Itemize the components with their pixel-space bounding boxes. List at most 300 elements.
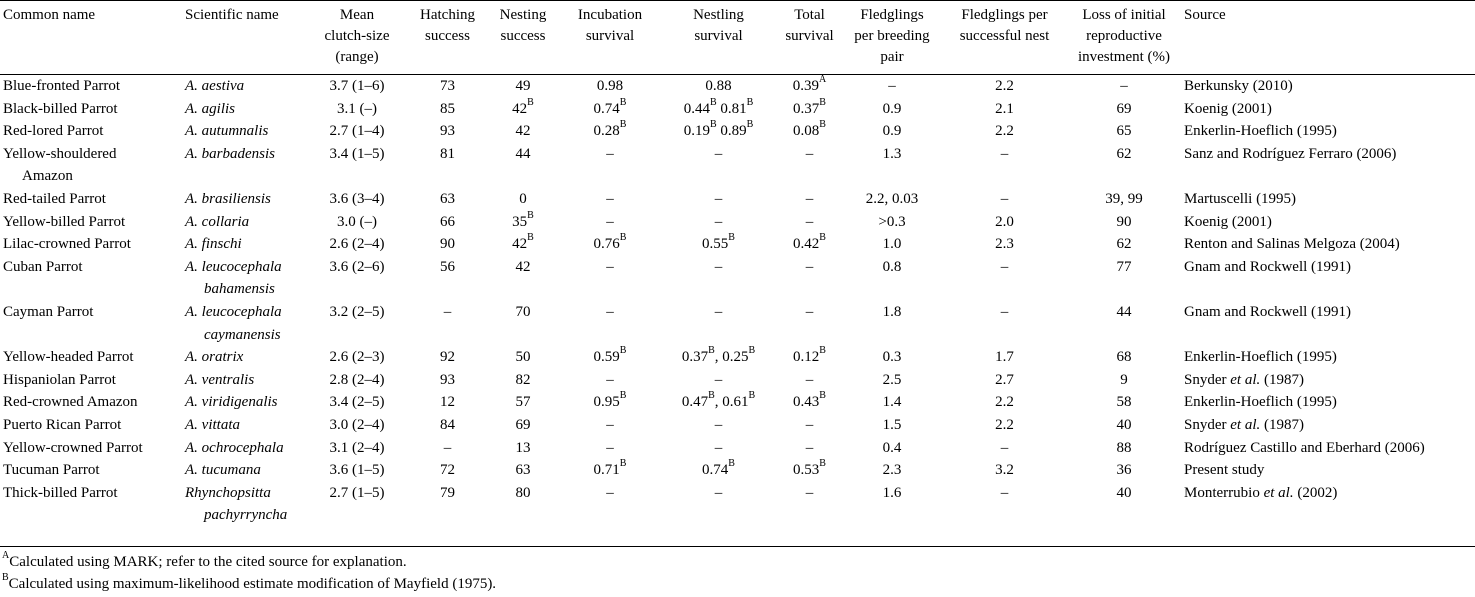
footnote-marker: B: [527, 209, 534, 221]
table-row: [0, 233, 1475, 256]
fledglings-per-pair-cell: [842, 98, 942, 121]
scientific-name-cell: [182, 120, 305, 143]
header-loss-investment: [1067, 1, 1181, 75]
header-line: survival: [694, 28, 743, 44]
cell-text: –: [888, 78, 896, 94]
cell-text: 1.0: [882, 236, 902, 253]
fledglings-per-pair-cell: [842, 459, 942, 482]
fledglings-per-nest-cell: [942, 233, 1067, 256]
scientific-name-cell: [182, 98, 305, 121]
table-row: [0, 211, 1475, 234]
footnote-marker: B: [748, 390, 756, 402]
cell-text: 0.9: [882, 100, 902, 117]
nesting-success-cell: [486, 120, 560, 143]
cell-text: Koenig (2001): [1184, 213, 1272, 230]
cell-text: 0.9: [882, 123, 902, 140]
header-line: Scientific name: [185, 7, 279, 23]
scientific-name-cell: [182, 301, 305, 346]
cell-text: 65: [1116, 123, 1132, 140]
cell-text: 3.6 (3–4): [329, 190, 385, 207]
common-name-text: Black-billed Parrot: [3, 100, 118, 117]
cell-text: –: [714, 213, 723, 230]
common-name-text: Cayman Parrot: [3, 303, 94, 320]
header-line: successful nest: [959, 28, 1050, 44]
scientific-name-text: bahamensis: [204, 281, 275, 298]
source-cell: [1181, 369, 1475, 392]
loss-investment-cell: [1067, 346, 1181, 369]
source-et-al: et al.: [1226, 371, 1261, 388]
common-name-cell: [0, 346, 182, 369]
cell-text: 72: [440, 462, 455, 479]
clutch-size-cell: [305, 233, 409, 256]
footnote-marker: A: [2, 550, 10, 561]
hatching-success-cell: [409, 369, 486, 392]
cell-text: 92: [440, 349, 455, 366]
total-survival-cell: [777, 256, 842, 301]
cell-text: 69: [515, 416, 531, 433]
scientific-name-cell: [182, 459, 305, 482]
footnote-marker: B: [619, 96, 627, 108]
cell-text: Rodríguez Castillo and Eberhard (2006): [1184, 439, 1425, 456]
incubation-survival-cell: [560, 98, 660, 121]
fledglings-per-nest-cell: [942, 301, 1067, 346]
nesting-success-cell: [486, 75, 560, 98]
loss-investment-cell: [1067, 414, 1181, 437]
header-line: reproductive: [1086, 28, 1162, 44]
footnote-marker: B: [619, 458, 627, 470]
common-name-cell: [0, 437, 182, 460]
hatching-success-cell: [409, 120, 486, 143]
footnote: [0, 551, 1475, 573]
cell-text: (2002): [1293, 484, 1338, 501]
hatching-success-cell: [409, 211, 486, 234]
cell-text: –: [1000, 190, 1009, 207]
nestling-survival-cell: [660, 346, 777, 369]
source-cell: [1181, 120, 1475, 143]
footnote-marker: B: [746, 96, 754, 108]
cell-text: 0.88: [705, 78, 732, 94]
header-nestling-survival: [660, 1, 777, 75]
cell-text: , 0.25: [714, 349, 749, 366]
incubation-survival-cell: [560, 482, 660, 533]
fledglings-per-nest-cell: [942, 391, 1067, 414]
hatching-success-cell: [409, 233, 486, 256]
cell-text: Enkerlin-Hoeflich (1995): [1184, 394, 1337, 411]
header-line: Total: [794, 7, 825, 23]
cell-text: 0.42: [793, 236, 820, 253]
hatching-success-cell: [409, 414, 486, 437]
cell-text: 57: [515, 394, 531, 411]
common-name-text: Tucuman Parrot: [3, 462, 100, 479]
scientific-name-text: A. oratrix: [185, 349, 244, 366]
cell-text: 42: [512, 100, 528, 117]
cell-text: 1.3: [882, 145, 902, 162]
cell-text: 3.2 (2–5): [329, 303, 385, 320]
cell-text: –: [714, 439, 723, 456]
cell-text: 90: [1116, 213, 1132, 230]
cell-text: –: [1000, 303, 1009, 320]
footnote-marker: B: [708, 345, 715, 357]
source-et-al: et al.: [1226, 416, 1261, 433]
cell-text: –: [606, 145, 614, 162]
footnote-marker: B: [619, 390, 627, 402]
cell-text: –: [606, 190, 614, 207]
cell-text: –: [606, 213, 614, 230]
incubation-survival-cell: [560, 211, 660, 234]
common-name-text: Cuban Parrot: [3, 258, 83, 275]
cell-text: 9: [1120, 371, 1128, 388]
common-name-text: Blue-fronted Parrot: [3, 78, 121, 94]
incubation-survival-cell: [560, 414, 660, 437]
source-cell: [1181, 75, 1475, 98]
cell-text: 2.3: [995, 236, 1014, 253]
scientific-name-cell: [182, 391, 305, 414]
fledglings-per-pair-cell: [842, 369, 942, 392]
cell-text: 44: [1116, 303, 1132, 320]
cell-text: –: [805, 484, 814, 501]
table-row: [0, 256, 1475, 301]
common-name-text: Puerto Rican Parrot: [3, 416, 122, 433]
cell-text: >0.3: [878, 213, 906, 230]
header-line: Source: [1184, 7, 1226, 23]
cell-text: –: [805, 258, 814, 275]
table-row: [0, 75, 1475, 98]
cell-text: 1.6: [882, 484, 902, 501]
cell-text: 2.5: [882, 371, 902, 388]
cell-text: 3.6 (2–6): [329, 258, 385, 275]
clutch-size-cell: [305, 143, 409, 188]
source-cell: [1181, 301, 1475, 346]
cell-text: 0.98: [596, 78, 624, 94]
cell-text: Present study: [1184, 462, 1265, 479]
incubation-survival-cell: [560, 256, 660, 301]
cell-text: –: [714, 303, 723, 320]
cell-text: 12: [440, 394, 455, 411]
footnote-marker: B: [709, 119, 717, 131]
hatching-success-cell: [409, 482, 486, 533]
common-name-text: Thick-billed Parrot: [3, 484, 118, 501]
fledglings-per-nest-cell: [942, 98, 1067, 121]
source-cell: [1181, 233, 1475, 256]
incubation-survival-cell: [560, 437, 660, 460]
cell-text: 0.19: [683, 123, 710, 140]
footnote-marker: B: [527, 232, 534, 244]
table-row: [0, 414, 1475, 437]
cell-text: , 0.61: [714, 394, 749, 411]
cell-text: 0.81: [716, 100, 747, 117]
nesting-success-cell: [486, 369, 560, 392]
nestling-survival-cell: [660, 414, 777, 437]
cell-text: Gnam and Rockwell (1991): [1184, 258, 1352, 275]
scientific-name-cell: [182, 143, 305, 188]
header-line: Common name: [3, 7, 96, 23]
footnote-marker: B: [2, 572, 9, 583]
header-line: Nesting: [499, 7, 547, 23]
cell-text: 0.08: [793, 123, 820, 140]
total-survival-cell: [777, 188, 842, 211]
cell-text: 44: [515, 145, 531, 162]
common-name-cell: [0, 482, 182, 533]
header-fledglings-per-nest: [942, 1, 1067, 75]
cell-text: 3.1 (–): [337, 100, 377, 117]
source-cell: [1181, 211, 1475, 234]
hatching-success-cell: [409, 98, 486, 121]
scientific-name-text: A. autumnalis: [185, 123, 269, 140]
fledglings-per-pair-cell: [842, 188, 942, 211]
total-survival-cell: [777, 98, 842, 121]
nestling-survival-cell: [660, 437, 777, 460]
cell-text: Monterrubio: [1184, 484, 1260, 501]
loss-investment-cell: [1067, 256, 1181, 301]
header-line: Nestling: [693, 7, 744, 23]
nesting-success-cell: [486, 211, 560, 234]
loss-investment-cell: [1067, 437, 1181, 460]
clutch-size-cell: [305, 459, 409, 482]
clutch-size-cell: [305, 256, 409, 301]
header-line: success: [425, 28, 470, 44]
fledglings-per-nest-cell: [942, 143, 1067, 188]
nestling-survival-cell: [660, 256, 777, 301]
cell-text: –: [714, 371, 723, 388]
cell-text: 40: [1116, 416, 1132, 433]
hatching-success-cell: [409, 391, 486, 414]
header-line: investment (%): [1077, 49, 1171, 65]
cell-text: 2.8 (2–4): [329, 371, 385, 388]
cell-text: 93: [440, 371, 455, 388]
table-row: [0, 391, 1475, 414]
source-cell: [1181, 459, 1475, 482]
nestling-survival-cell: [660, 75, 777, 98]
total-survival-cell: [777, 233, 842, 256]
fledglings-per-nest-cell: [942, 369, 1067, 392]
header-line: (range): [335, 49, 379, 65]
cell-text: 73: [440, 78, 455, 94]
source-cell: [1181, 256, 1475, 301]
cell-text: 2.6 (2–3): [329, 349, 385, 366]
cell-text: 2.0: [995, 213, 1014, 230]
incubation-survival-cell: [560, 75, 660, 98]
nesting-success-cell: [486, 301, 560, 346]
common-name-cell: [0, 75, 182, 98]
cell-text: 50: [515, 349, 531, 366]
cell-text: Sanz and Rodríguez Ferraro (2006): [1184, 145, 1397, 162]
footnote-marker: B: [819, 458, 826, 470]
loss-investment-cell: [1067, 482, 1181, 533]
cell-text: 2.2: [995, 416, 1014, 433]
total-survival-cell: [777, 120, 842, 143]
cell-text: Martuscelli (1995): [1184, 190, 1297, 207]
common-name-cell: [0, 369, 182, 392]
hatching-success-cell: [409, 346, 486, 369]
cell-text: Enkerlin-Hoeflich (1995): [1184, 349, 1337, 366]
common-name-cell: [0, 301, 182, 346]
cell-text: –: [805, 213, 814, 230]
clutch-size-cell: [305, 414, 409, 437]
scientific-name-text: A. finschi: [185, 236, 242, 253]
clutch-size-cell: [305, 369, 409, 392]
fledglings-per-nest-cell: [942, 120, 1067, 143]
incubation-survival-cell: [560, 120, 660, 143]
cell-text: 2.2: [995, 394, 1014, 411]
cell-text: (1987): [1260, 416, 1304, 433]
source-et-al: et al.: [1259, 484, 1294, 501]
cell-text: –: [714, 145, 723, 162]
cell-text: –: [1000, 439, 1009, 456]
cell-text: 0.12: [793, 349, 820, 366]
scientific-name-text: A. collaria: [185, 213, 250, 230]
scientific-name-text: A. barbadensis: [185, 145, 275, 162]
cell-text: 0.59: [593, 349, 620, 366]
common-name-cell: [0, 391, 182, 414]
table-row: [0, 98, 1475, 121]
cell-text: –: [805, 303, 814, 320]
cell-text: 1.8: [882, 303, 902, 320]
cell-text: 1.7: [995, 349, 1014, 366]
cell-text: 2.7: [995, 371, 1014, 388]
cell-text: 63: [440, 190, 455, 207]
common-name-text: Yellow-billed Parrot: [3, 213, 126, 230]
loss-investment-cell: [1067, 301, 1181, 346]
clutch-size-cell: [305, 482, 409, 533]
cell-text: Berkunsky (2010): [1184, 78, 1293, 94]
cell-text: –: [805, 416, 814, 433]
fledglings-per-pair-cell: [842, 256, 942, 301]
table-row: [0, 482, 1475, 533]
common-name-text: Yellow-shouldered: [3, 145, 117, 162]
footnote: [0, 573, 1475, 595]
hatching-success-cell: [409, 75, 486, 98]
common-name-cell: [0, 256, 182, 301]
footnotes: [0, 546, 1475, 595]
cell-text: 2.6 (2–4): [329, 236, 385, 253]
cell-text: 1.4: [882, 394, 902, 411]
cell-text: –: [714, 190, 723, 207]
common-name-cell: [0, 211, 182, 234]
fledglings-per-pair-cell: [842, 143, 942, 188]
nesting-success-cell: [486, 256, 560, 301]
fledglings-per-pair-cell: [842, 75, 942, 98]
nestling-survival-cell: [660, 98, 777, 121]
cell-text: 63: [515, 462, 531, 479]
common-name-cell: [0, 414, 182, 437]
footnote-marker: B: [819, 96, 826, 108]
footnote-marker: B: [819, 119, 826, 131]
cell-text: 81: [440, 145, 455, 162]
nesting-success-cell: [486, 188, 560, 211]
cell-text: Snyder: [1184, 416, 1227, 433]
header-scientific-name: [182, 1, 305, 75]
header-hatching-success: [409, 1, 486, 75]
cell-text: 77: [1116, 258, 1132, 275]
cell-text: 0.74: [593, 100, 620, 117]
scientific-name-text: A. aestiva: [185, 78, 245, 94]
nesting-success-cell: [486, 437, 560, 460]
footnote-marker: B: [527, 96, 534, 108]
cell-text: 85: [440, 100, 455, 117]
nestling-survival-cell: [660, 482, 777, 533]
clutch-size-cell: [305, 75, 409, 98]
fledglings-per-pair-cell: [842, 346, 942, 369]
header-total-survival: [777, 1, 842, 75]
cell-text: (1987): [1260, 371, 1304, 388]
common-name-text: Red-tailed Parrot: [3, 190, 106, 207]
table-row: [0, 301, 1475, 346]
source-cell: [1181, 346, 1475, 369]
cell-text: –: [606, 439, 614, 456]
fledglings-per-nest-cell: [942, 482, 1067, 533]
table-row: [0, 346, 1475, 369]
footnote-marker: B: [709, 96, 717, 108]
cell-text: 0.71: [593, 462, 620, 479]
footnote-marker: B: [728, 232, 735, 244]
scientific-name-text: A. leucocephala: [185, 258, 282, 275]
total-survival-cell: [777, 211, 842, 234]
cell-text: 0: [519, 190, 527, 207]
cell-text: 66: [440, 213, 455, 230]
fledglings-per-nest-cell: [942, 459, 1067, 482]
loss-investment-cell: [1067, 211, 1181, 234]
cell-text: 49: [515, 78, 531, 94]
cell-text: 39, 99: [1105, 190, 1143, 207]
cell-text: 0.4: [882, 439, 902, 456]
header-line: Fledglings: [860, 7, 924, 23]
cell-text: 3.1 (2–4): [329, 439, 385, 456]
cell-text: 3.6 (1–5): [329, 462, 385, 479]
scientific-name-text: A. leucocephala: [185, 303, 282, 320]
fledglings-per-pair-cell: [842, 301, 942, 346]
loss-investment-cell: [1067, 143, 1181, 188]
scientific-name-text: A. brasiliensis: [185, 190, 271, 207]
cell-text: –: [714, 484, 723, 501]
cell-text: –: [805, 190, 814, 207]
cell-text: 2.2, 0.03: [865, 190, 919, 207]
fledglings-per-nest-cell: [942, 414, 1067, 437]
loss-investment-cell: [1067, 369, 1181, 392]
scientific-name-text: A. ochrocephala: [185, 439, 284, 456]
table-row: [0, 437, 1475, 460]
loss-investment-cell: [1067, 459, 1181, 482]
cell-text: 0.37: [681, 349, 709, 366]
cell-text: 0.47: [681, 394, 709, 411]
scientific-name-cell: [182, 369, 305, 392]
footnote-marker: B: [708, 390, 715, 402]
fledglings-per-pair-cell: [842, 414, 942, 437]
hatching-success-cell: [409, 437, 486, 460]
total-survival-cell: [777, 459, 842, 482]
scientific-name-text: pachyrryncha: [204, 507, 288, 524]
cell-text: 3.4 (1–5): [329, 145, 385, 162]
cell-text: 56: [440, 258, 455, 275]
cell-text: 80: [515, 484, 531, 501]
header-fledglings-per-pair: [842, 1, 942, 75]
clutch-size-cell: [305, 391, 409, 414]
common-name-text: Yellow-headed Parrot: [3, 349, 134, 366]
cell-text: –: [805, 145, 814, 162]
cell-text: –: [606, 371, 614, 388]
footnote-marker: B: [819, 390, 826, 402]
header-line: clutch-size: [324, 28, 390, 44]
cell-text: –: [714, 416, 723, 433]
header-line: Loss of initial: [1082, 7, 1166, 23]
footnote-marker: B: [746, 119, 754, 131]
loss-investment-cell: [1067, 188, 1181, 211]
source-cell: [1181, 98, 1475, 121]
header-line: success: [500, 28, 546, 44]
nestling-survival-cell: [660, 391, 777, 414]
incubation-survival-cell: [560, 391, 660, 414]
incubation-survival-cell: [560, 233, 660, 256]
cell-text: 0.44: [683, 100, 710, 117]
